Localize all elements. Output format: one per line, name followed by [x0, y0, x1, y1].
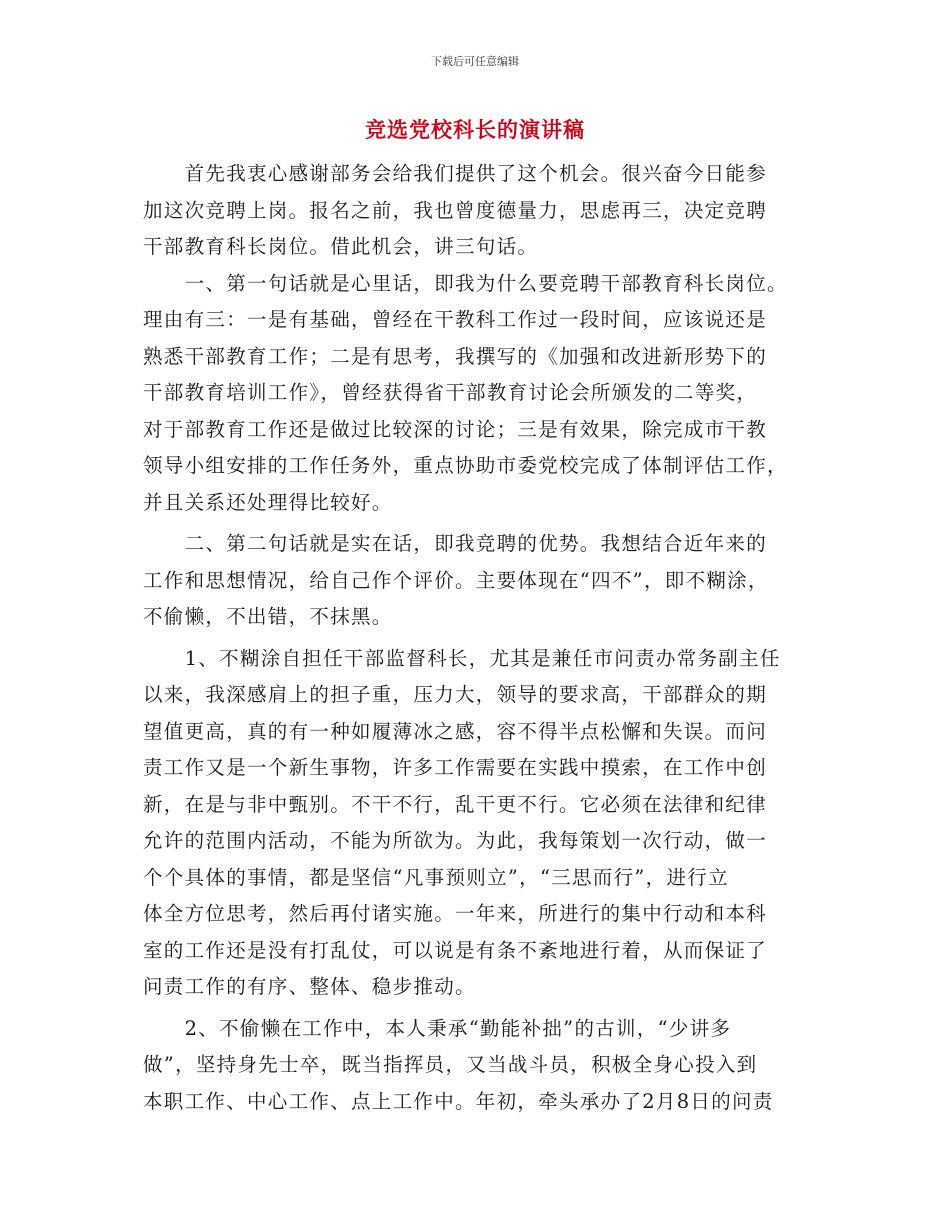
text-line: 干部教育科长岗位。借此机会，讲三句话。 — [143, 235, 539, 258]
text-line: 领导小组安排的工作任务外，重点协助市委党校完成了体制评估工作， — [143, 454, 788, 477]
paragraph-5 — [143, 1011, 811, 1121]
text-line: 不偷懒，不出错，不抹黑。 — [143, 605, 393, 628]
paragraph-3 — [143, 526, 811, 636]
text-line: 室的工作还是没有打乱仗，可以说是有条不紊地进行着，从而保证了 — [143, 938, 768, 962]
header-note: 下载后可任意编辑 — [431, 55, 519, 68]
text-line: 2、不偷懒在工作中，本人秉承“勤能补拙”的古训，“少讲多 — [143, 1016, 732, 1040]
text-line: 并且关系还处理得比较好。 — [143, 490, 393, 514]
text-line: 对于部教育工作还是做过比较深的讨论；三是有效果，除完成市干教 — [143, 417, 768, 441]
text-line: 熟悉干部教育工作；二是有思考，我撰写的《加强和改进新形势下的 — [143, 344, 768, 368]
document-title: 竞选党校科长的演讲稿 — [365, 118, 585, 142]
paragraph-1 — [143, 156, 811, 266]
paragraph-4 — [143, 641, 811, 1006]
text-line: 一、第一句话就是心里话，即我为什么要竞聘干部教育科长岗位。 — [143, 271, 788, 295]
document-body — [143, 156, 811, 1120]
text-line: 以来，我深感肩上的担子重，压力大，领导的要求高，干部群众的期 — [143, 683, 768, 706]
text-line: 允许的范围内活动，不能为所欲为。为此，我每策划一次行动，做一 — [143, 829, 768, 852]
text-line: 新，在是与非中甄别。不干不行，乱干更不行。它必须在法律和纪律 — [143, 792, 768, 816]
text-line: 二、第二句话就是实在话，即我竞聘的优势。我想结合近年来的 — [143, 532, 768, 555]
text-line: 做”，坚持身先士卒，既当指挥员，又当战斗员，积极全身心投入到 — [143, 1053, 758, 1076]
text-line: 加这次竞聘上岗。报名之前，我也曾度德量力，思虑再三，决定竞聘 — [143, 198, 768, 222]
text-line: 望值更高，真的有一种如履薄冰之感，容不得半点松懈和失误。而问 — [143, 719, 768, 743]
text-line: 问责工作的有序、整体、稳步推动。 — [143, 975, 476, 998]
text-line: 理由有三：一是有基础，曾经在干教科工作过一段时间，应该说还是 — [143, 308, 768, 331]
text-line: 工作和思想情况，给自己作个评价。主要体现在“四不”，即不糊涂， — [143, 568, 769, 592]
text-line: 体全方位思考，然后再付诸实施。一年来，所进行的集中行动和本科 — [143, 902, 768, 925]
text-line: 首先我衷心感谢部务会给我们提供了这个机会。很兴奋今日能参 — [143, 162, 768, 185]
text-line: 1、不糊涂自担任干部监督科长，尤其是兼任市问责办常务副主任 — [143, 646, 781, 670]
text-line: 干部教育培训工作》，曾经获得省干部教育讨论会所颁发的二等奖， — [143, 381, 758, 404]
text-line: 责工作又是一个新生事物，许多工作需要在实践中摸索，在工作中创 — [143, 756, 768, 779]
text-line: 本职工作、中心工作、点上工作中。年初，牵头承办了2月8日的问责 — [143, 1089, 774, 1113]
paragraph-2 — [143, 266, 811, 522]
text-line: 个个具体的事情，都是坚信“凡事预则立”，“三思而行”，进行立 — [143, 865, 729, 889]
